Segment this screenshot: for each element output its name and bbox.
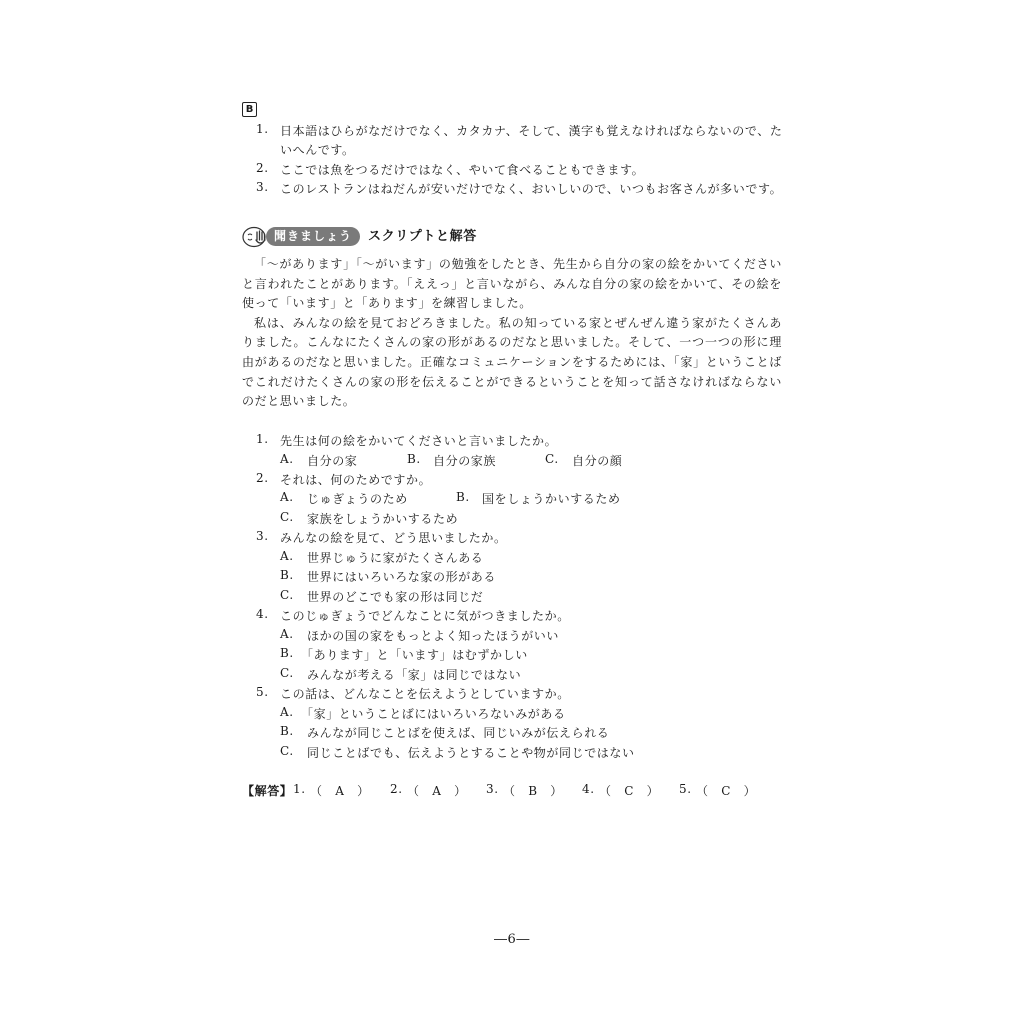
question-3-option-a-label: A. [280, 549, 294, 563]
section-b-item-3-text: このレストランはねだんが安いだけでなく、おいしいので、いつもお客さんが多いです。 [280, 182, 783, 196]
answer-4-number: 4. [582, 782, 595, 796]
question-2-option-c-label: C. [280, 510, 294, 524]
question-1-option-a-text: 自分の家 [307, 454, 358, 468]
question-2-option-a-label: A. [280, 490, 294, 504]
question-3-option-c-text: 世界のどこでも家の形は同じだ [307, 590, 484, 604]
answers-label: 【解答】 [242, 784, 293, 798]
script-paragraph-1: 「～があります」「～がいます」の勉強をしたとき、先生から自分の家の絵をかいてくださいと言われたことがあります。「ええっ」と言いながら、みんな自分の家の絵をかいて、その絵を使って「います」と「あります」を練習しました。 [242, 257, 782, 311]
question-4-option-b-label: B. [280, 646, 294, 660]
listening-badge: 聞きましょう [266, 227, 360, 246]
section-b-item-1-line-2: いへんです。 [280, 143, 355, 157]
question-5-option-b-text: みんなが同じことばを使えば、同じいみが伝えられる [307, 726, 610, 740]
question-5-text: この話は、どんなことを伝えようとしていますか。 [280, 687, 570, 701]
question-5-option-c-label: C. [280, 744, 294, 758]
question-4-option-a-label: A. [280, 627, 294, 641]
question-3-text: みんなの絵を見て、どう思いましたか。 [280, 531, 507, 545]
question-5-option-a-label: A. [280, 705, 294, 719]
answer-3-number: 3. [486, 782, 499, 796]
answer-2-number: 2. [390, 782, 403, 796]
question-5-option-b-label: B. [280, 724, 294, 738]
listening-ear-hand-icon [242, 226, 268, 248]
question-1-number: 1. [256, 432, 269, 446]
answer-5-number: 5. [679, 782, 692, 796]
section-b-item-3-number: 3. [256, 180, 269, 194]
section-b-item-1-line-1: 日本語はひらがなだけでなく、カタカナ、そして、漢字も覚えなければならないので、た [280, 124, 783, 138]
question-1-option-a-label: A. [280, 452, 294, 466]
script-paragraph-2: 私は、みんなの絵を見ておどろきました。私の知っている家とぜんぜん違う家がたくさんありました。こんなにたくさんの家の形があるのだなと思いました。そして、一つ一つの形に理由があるのだなと思いました。正確なコミュニケーションをするためには、「家」ということばでこれだけたくさんの家の形を伝えることができるということを知って話さなければならないのだと思いました。 [242, 315, 782, 409]
listening-section-title: スクリプトと解答 [368, 229, 477, 244]
question-1-option-b-label: B. [407, 452, 421, 466]
question-4-number: 4. [256, 607, 269, 621]
question-4-option-c-text: みんなが考える「家」は同じではない [307, 668, 522, 682]
section-b-badge: B [242, 102, 257, 117]
answer-1-number: 1. [293, 782, 306, 796]
question-2-option-c-text: 家族をしょうかいするため [307, 512, 459, 526]
question-5-option-a-text: 「家」ということばにはいろいろないみがある [301, 707, 566, 721]
page-number: ―6― [493, 932, 531, 947]
question-5-option-c-text: 同じことばでも、伝えようとすることや物が同じではない [307, 746, 635, 760]
question-3-option-b-label: B. [280, 568, 294, 582]
section-b-item-1-number: 1. [256, 122, 269, 136]
question-3-option-c-label: C. [280, 588, 294, 602]
question-2-option-b-label: B. [456, 490, 470, 504]
question-3-option-a-text: 世界じゅうに家がたくさんある [307, 551, 484, 565]
answer-1-value: （ A ） [310, 784, 370, 798]
answer-2-value: （ A ） [407, 784, 467, 798]
script-text [242, 255, 782, 412]
question-2-number: 2. [256, 471, 269, 485]
question-2-option-a-text: じゅぎょうのため [307, 492, 408, 506]
question-4-option-c-label: C. [280, 666, 294, 680]
question-4-option-b-text: 「あります」と「います」はむずかしい [301, 648, 528, 662]
question-2-option-b-text: 国をしょうかいするため [482, 492, 621, 506]
question-1-text: 先生は何の絵をかいてくださいと言いましたか。 [280, 434, 558, 448]
question-3-number: 3. [256, 529, 269, 543]
question-3-option-b-text: 世界にはいろいろな家の形がある [307, 570, 497, 584]
question-4-text: このじゅぎょうでどんなことに気がつきましたか。 [280, 609, 570, 623]
question-2-text: それは、何のためですか。 [280, 473, 432, 487]
answer-3-value: （ B ） [503, 784, 563, 798]
question-1-option-b-text: 自分の家族 [433, 454, 497, 468]
section-b-item-2-number: 2. [256, 161, 269, 175]
question-1-option-c-label: C. [545, 452, 559, 466]
question-4-option-a-text: ほかの国の家をもっとよく知ったほうがいい [307, 629, 560, 643]
question-1-option-c-text: 自分の顔 [572, 454, 623, 468]
section-b-item-2-text: ここでは魚をつるだけではなく、やいて食べることもできます。 [280, 163, 645, 177]
answer-5-value: （ C ） [696, 784, 757, 798]
answer-4-value: （ C ） [599, 784, 660, 798]
question-5-number: 5. [256, 685, 269, 699]
